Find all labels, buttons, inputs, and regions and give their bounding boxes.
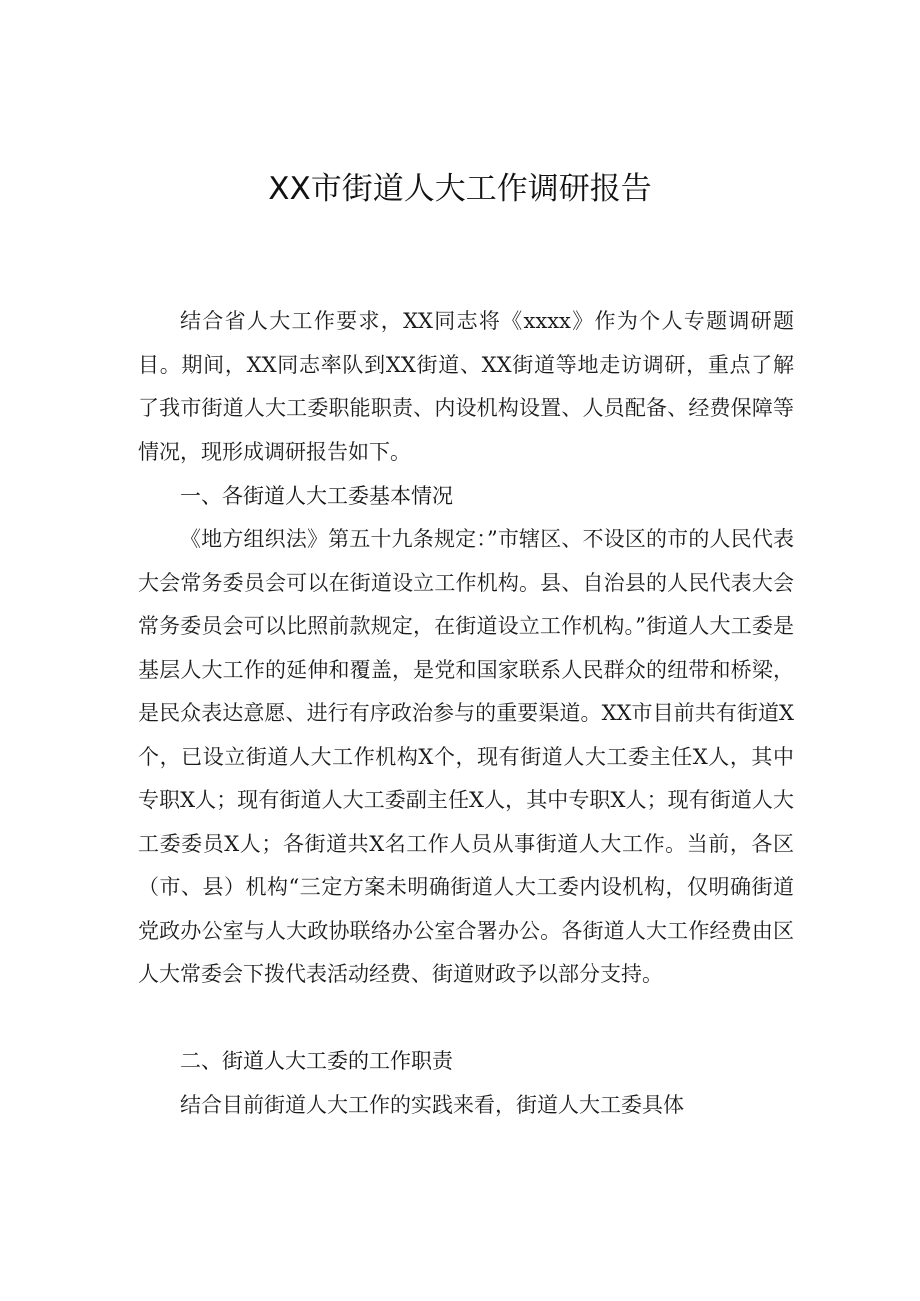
section-2-paragraph: 结合目前街道人大工作的实践来看，街道人大工委具体 — [180, 1093, 684, 1117]
intro-paragraph: 结合省人大工作要求，XX同志将《xxxx》作为个人专题调研题目。期间，XX同志率队到XX街道、XX街道等地走访调研，重点了解了我市街道人大工委职能职责、内设机构设置、人员配备、经费保障等情况，现形成调研报告如下。 — [138, 309, 794, 464]
section-heading-2: 二、街道人大工委的工作职责 — [180, 1049, 453, 1073]
page-title: XX市街道人大工作调研报告 — [268, 171, 652, 207]
section-1-paragraph: 《地方组织法》第五十九条规定：”市辖区、不设区的市的人民代表大会常务委员会可以在街道设立工作机构。县、自治县的人民代表大会常务委员会可以比照前款规定，在街道设立工作机构。”街道人大工委是基层人大工作的延伸和覆盖，是党和国家联系人民群众的纽带和桥梁，是民众表达意愿、进行有序政治参与的重要渠道。XX市目前共有街道X个，已设立街道人大工作机构X个，现有街道人大工委主任X人，其中专职X人；现有街道人大工委副主任X人，其中专职X人；现有街道人大工委委员X人；各街道共X名工作人员从事街道人大工作。当前，各区（市、县）机构“三定方案未明确街道人大工委内设机构，仅明确街道党政办公室与人大政协联络办公室合署办公。各街道人大工作经费由区人大常委会下拨代表活动经费、街道财政予以部分支持。 — [138, 527, 794, 986]
section-heading-1: 一、各街道人大工委基本情况 — [180, 484, 453, 508]
